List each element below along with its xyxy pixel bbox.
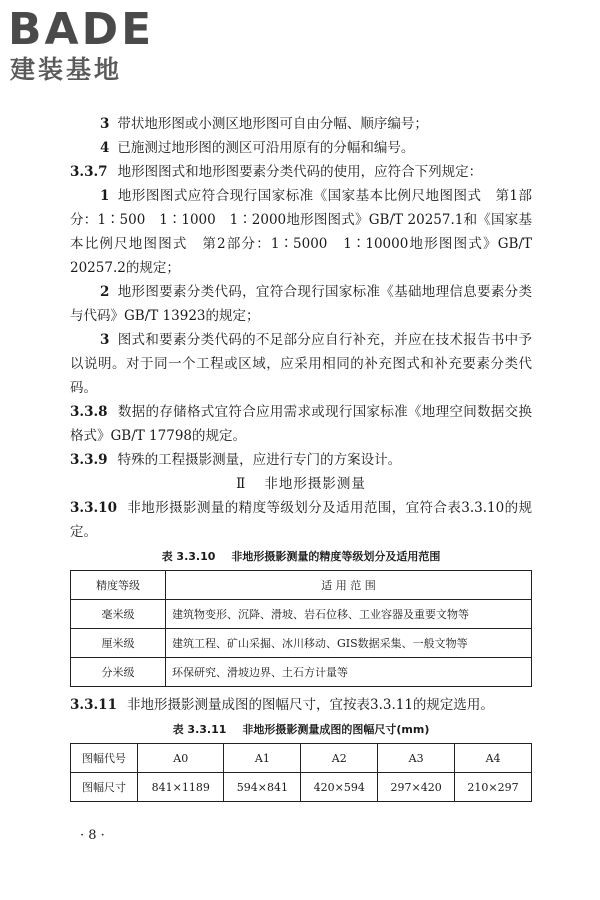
logo-main-text: BADE bbox=[8, 4, 155, 55]
precision-levels-table bbox=[70, 570, 532, 687]
clause-3-3-11: 3.3.11 非地形摄影测量成图的图幅尺寸，宜按表3.3.11的规定选用。 bbox=[70, 697, 494, 713]
bade-logo bbox=[8, 6, 154, 86]
table-header-cell: A4 bbox=[455, 744, 532, 773]
clause-3-3-10: 3.3.10 非地形摄影测量的精度等级划分及适用范围，宜符合表3.3.10的规定。 bbox=[70, 500, 532, 540]
table-cell: 210×297 bbox=[455, 773, 532, 802]
table-header-cell: A2 bbox=[301, 744, 378, 773]
paragraph-item: 1 地形图图式应符合现行国家标准《国家基本比例尺地图图式 第1部分：1∶500 1∶1000 1∶2000地形图图式》GB/T 20257.1和《国家基本比例尺地图图式 第2部分：1∶5000 1∶10000地形图图式》GB/T 20257.2的规定； bbox=[70, 188, 532, 276]
section-heading: Ⅱ 非地形摄影测量 bbox=[236, 476, 366, 492]
table-cell: 分米级 bbox=[71, 658, 166, 687]
paragraph-item: 3 图式和要素分类代码的不足部分应自行补充，并应在技术报告书中予以说明。对于同一个工程或区域，应采用相同的补充图式和补充要素分类代码。 bbox=[70, 332, 532, 396]
table-caption: 表 3.3.10 非地形摄影测量的精度等级划分及适用范围 bbox=[161, 550, 441, 563]
logo-sub-text: 建装基地 bbox=[10, 55, 123, 84]
document-body bbox=[70, 112, 532, 808]
table-header-cell: A1 bbox=[224, 744, 301, 773]
table-row bbox=[71, 658, 532, 687]
table-header-row bbox=[71, 571, 532, 600]
clause-3-3-8: 3.3.8 数据的存储格式宜符合应用需求或现行国家标准《地理空间数据交换格式》GB/T 17798的规定。 bbox=[70, 404, 532, 444]
sheet-size-table bbox=[70, 743, 532, 802]
table-cell: 594×841 bbox=[224, 773, 301, 802]
table-header-cell: A0 bbox=[138, 744, 224, 773]
table-cell: 图幅尺寸 bbox=[71, 773, 138, 802]
table-cell: 毫米级 bbox=[71, 600, 166, 629]
paragraph-item: 4 已施测过地形图的测区可沿用原有的分幅和编号。 bbox=[100, 140, 415, 156]
table-cell: 297×420 bbox=[378, 773, 455, 802]
paragraph-item: 3 带状地形图或小测区地形图可自由分幅、顺序编号； bbox=[100, 116, 428, 132]
table-header-row bbox=[71, 744, 532, 773]
table-caption: 表 3.3.11 非地形摄影测量成图的图幅尺寸(mm) bbox=[172, 723, 430, 736]
page-number: · 8 · bbox=[80, 828, 105, 843]
table-header-cell: A3 bbox=[378, 744, 455, 773]
table-cell: 厘米级 bbox=[71, 629, 166, 658]
table-row bbox=[71, 600, 532, 629]
table-row bbox=[71, 629, 532, 658]
table-cell: 环保研究、滑坡边界、土石方计量等 bbox=[166, 658, 532, 687]
table-header-cell: 精度等级 bbox=[71, 571, 166, 600]
clause-3-3-9: 3.3.9 特殊的工程摄影测量，应进行专门的方案设计。 bbox=[70, 452, 402, 468]
table-header-cell: 图幅代号 bbox=[71, 744, 138, 773]
table-header-cell: 适 用 范 围 bbox=[166, 571, 532, 600]
clause-3-3-7: 3.3.7 地形图图式和地形图要素分类代码的使用，应符合下列规定： bbox=[70, 164, 483, 180]
table-row bbox=[71, 773, 532, 802]
table-cell: 420×594 bbox=[301, 773, 378, 802]
table-cell: 建筑工程、矿山采掘、冰川移动、GIS数据采集、一般文物等 bbox=[166, 629, 532, 658]
table-cell: 841×1189 bbox=[138, 773, 224, 802]
table-cell: 建筑物变形、沉降、滑坡、岩石位移、工业容器及重要文物等 bbox=[166, 600, 532, 629]
paragraph-item: 2 地形图要素分类代码，宜符合现行国家标准《基础地理信息要素分类与代码》GB/T 13923的规定； bbox=[70, 284, 532, 324]
